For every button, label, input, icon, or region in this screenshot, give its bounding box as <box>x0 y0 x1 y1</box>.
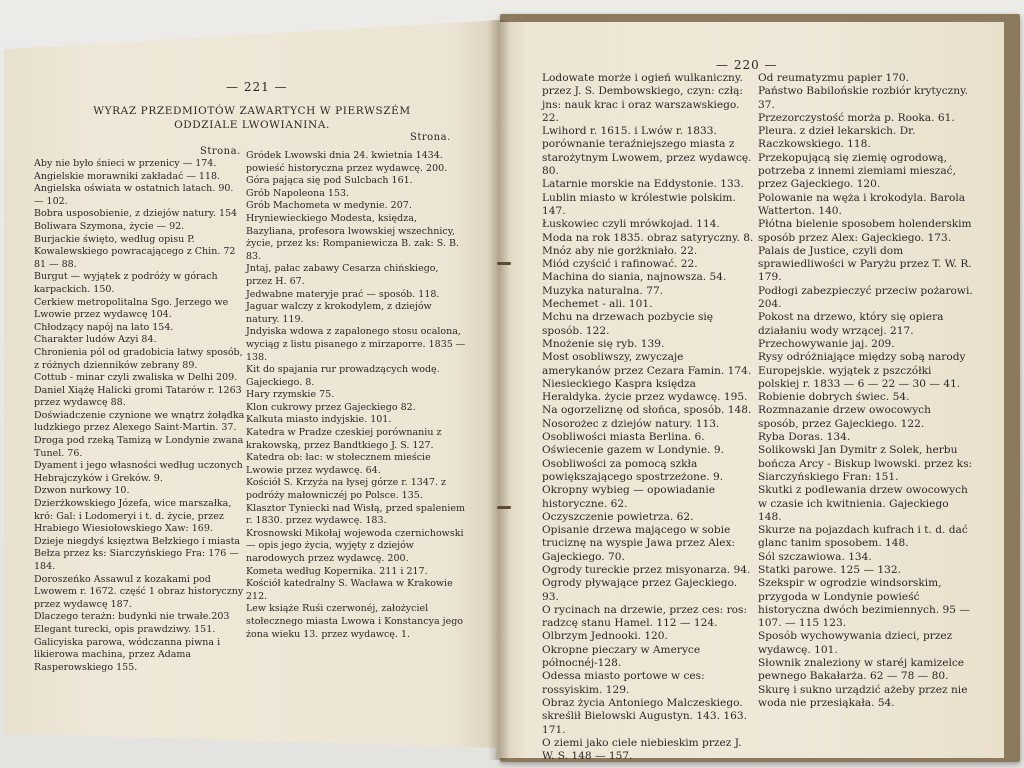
index-entry: Łuskowiec czyli mrówkojad. 114. <box>542 218 720 231</box>
index-entry: Charakter ludów Azyi 84. <box>34 334 157 346</box>
index-entry: Kościół katedralny S. Wacława w Krakowie 212. <box>246 578 453 602</box>
index-entry: Jaguar walczy z krokodylem, z dziejów natury. 119. <box>246 301 432 325</box>
right-index-column-1 <box>542 72 754 763</box>
strona-label-left: Strona. <box>200 146 241 157</box>
index-entry: Mechemet - ali. 101. <box>542 298 653 311</box>
index-entry: Muzyka naturalna. 77. <box>542 284 664 297</box>
index-entry: Jntaj, pałac zabawy Cesarza chińskiego, przez H. 67. <box>246 263 439 287</box>
index-entry: Angielskie morawniki zakładać — 118. <box>34 170 221 182</box>
index-entry: Szekspir w ogrodzie windsorskim, przygoda w Londynie powieść historyczna dwóch bezimiennych. 95 — 107. — 115 123. <box>758 577 970 630</box>
binding-stitch <box>497 506 511 509</box>
index-entry: Mnóz aby nie gorżkniało. 22. <box>542 244 698 257</box>
index-entry: Gródek Lwowski dnia 24. kwietnia 1434. powieść historyczna przez wydawcę. 200. <box>246 150 448 174</box>
index-entry: Skutki z podlewania drzew owocowych w czasie ich kwitnienia. Gajeckiego 148. <box>758 484 968 523</box>
index-entry: Pleura. z dzieł lekarskich. Dr. Raczkowskiego. 118. <box>758 125 916 151</box>
right-index-column-2 <box>758 72 974 710</box>
index-entry: Przezorczystość morża p. Rooka. 61. <box>758 111 955 124</box>
index-entry: Robienie dobrych świec. 54. <box>758 391 910 404</box>
index-entry: Cottub - minar czyli zwaliska w Delhi 209. <box>34 372 238 384</box>
index-entry: Ogrody tureckie przez misyonarza. 94. <box>542 563 751 576</box>
index-entry: Okropny wybieg — opowiadanie historyczne. 62. <box>542 484 715 510</box>
index-entry: Aby nie było śnieci w przenicy — 174. <box>34 158 217 169</box>
index-entry: Galicyiska parowa, wódczanna piwna i likierowa machina, przez Adama Rasperowskiego 155. <box>34 636 221 673</box>
index-entry: Polowanie na węża i krokodyla. Barola Watterton. 140. <box>758 191 966 217</box>
index-entry: Lew książe Ruśi czerwonéj, założyciel stołecznego miasta Lwowa i Konstancya jego żona wieku 13. przez wydawcę. 1. <box>246 603 464 640</box>
index-entry: Most osobliwszy, zwyczaje amerykanów przez Cezara Famin. 174. <box>542 351 752 377</box>
index-entry: Jndyiska wdowa z zapalonego stosu ocalona, wyciąg z listu pisanego z mirzaporre. 1835 — 138. <box>246 326 466 363</box>
index-entry: — 102. <box>34 195 68 207</box>
index-entry: Palais de Justice, czyli dom sprawiedliwości w Paryżu przez T. W. R. 179. <box>758 244 972 284</box>
index-entry: Dlaczego terażn: budynki nie trwałe.203 <box>34 611 230 623</box>
index-entry: Hary rzymskie 75. <box>246 389 335 401</box>
index-entry: Lodowate morże i ogień wulkaniczny. przez J. S. Dembowskiego, czyn: człą: jns: nauk krac i oraz warszawskiego. 22. <box>542 72 743 124</box>
index-entry: Doświadczenie czynione we wnątrz żołądka ludzkiego przez Alexego Saint-Martin. 37. <box>34 409 245 434</box>
index-entry: Machina do siania, najnowsza. 54. <box>542 271 727 284</box>
index-entry: Przechowywanie jaj. 209. <box>758 337 895 350</box>
index-entry: Cerkiew metropolitalna Sgo. Jerzego we Lwowie przez wydawcę 104. <box>34 296 229 321</box>
index-entry: Boliwara Szymona, życie — 92. <box>34 220 185 232</box>
index-entry: Niesieckiego Kaspra księdza Heraldyka. życie przez wydawcę. 195. <box>542 377 748 404</box>
index-entry: Osobliwości za pomocą szkła powiększającego spostrzeżone. 9. <box>542 457 724 483</box>
index-entry: Pokost na drzewo, który się opiera działaniu wody wrzącej. 217. <box>758 311 944 337</box>
index-entry: Mchu na drzewach pozbycie się sposób. 122. <box>542 311 714 337</box>
index-entry: Państwo Babilońskie rozbiór krytyczny. 37. <box>758 85 969 111</box>
index-entry: Dyament i jego własności według uczonych Hebrajczyków i Greków. 9. <box>34 460 243 484</box>
index-entry: Burgut — wyjątek z podróży w górach karpackich. 150. <box>34 271 218 295</box>
index-entry: Angielska oświata w ostatnich latach. 90. <box>34 183 234 195</box>
index-entry: Latarnie morskie na Eddystonie. 133. <box>542 178 744 191</box>
index-entry: Daniel Xiążę Halicki gromi Tatarów r. 1263 przez wydawcę 88. <box>34 384 242 409</box>
index-entry: Klon cukrowy przez Gajeckiego 82. <box>246 401 416 413</box>
index-entry: Płótna bielenie sposobem holenderskim sposób przez Alex: Gajeckiego. 173. <box>758 218 972 244</box>
index-entry: Kometa według Kopernika. 211 i 217. <box>246 565 428 577</box>
index-entry: Elegant turecki, opis prawdziwy. 151. <box>34 623 216 635</box>
index-entry: Góra pająca się pod Sulcbach 161. <box>246 175 413 187</box>
index-entry: Dzierżkowskiego Józefa, wice marszałka, kró: Gal: i Lodomeryi i t. d. życie, przez Hrabiego Wiesiołowskiego Xaw: 169. <box>34 498 232 535</box>
left-index-column-1 <box>34 158 248 674</box>
binding-stitch <box>497 262 511 265</box>
index-entry: Ogrody pływające przez Gajeckiego. 93. <box>542 577 738 603</box>
index-entry: O ziemi jako ciele niebieskim przez J. W. S. 148 — 157. <box>542 736 742 763</box>
index-entry: Statki parowe. 125 — 132. <box>758 563 902 576</box>
left-index-column-2 <box>246 150 466 641</box>
index-entry: Miód czyścić i rafinować. 22. <box>542 258 698 271</box>
index-entry: Lwihord r. 1615. i Lwów r. 1833. porównanie teraźniejszego miasta z starożytnym Lwowem, przez wydawcę. 80. <box>542 125 752 178</box>
index-entry: Skurze na pojazdach kufrach i t. d. dać glanc tanim sposobem. 148. <box>758 524 968 550</box>
index-entry: Oświecenie gazem w Londynie. 9. <box>542 444 725 457</box>
index-entry: Obraz życia Antoniego Malczeskiego. skreślił Bielowski Augustyn. 143. 163. 171. <box>542 696 747 736</box>
index-entry: Kit do spajania rur prowadzących wodę. Gajeckiego. 8. <box>246 364 440 388</box>
index-entry: Podłogi zabezpieczyć przeciw pożarowi. 204. <box>758 284 973 311</box>
index-entry: Kościół S. Krzyża na łysej górze r. 1347. z podróży małowniczéj po Polsce. 135. <box>246 477 446 502</box>
index-entry: Opisanie drzewa mającego w sobie truciznę na wyspie Jawa przez Alex: Gajeckiego. 70. <box>542 524 736 563</box>
index-entry: Mnożenie się ryb. 139. <box>542 337 665 350</box>
index-entry: Klasztor Tyniecki nad Wisłą, przed spaleniem r. 1830. przez wydawcę. 183. <box>246 502 465 527</box>
index-entry: Grób Napoleona 153. <box>246 187 350 199</box>
index-entry: Chronienia pól od gradobicia łatwy sposób, z różnych dzienników zebrany 89. <box>34 346 243 371</box>
index-entry: Olbrzym Jednooki. 120. <box>542 630 668 643</box>
index-entry: Dzwon nurkowy 10. <box>34 485 130 497</box>
index-entry: Grób Machometa w medynie. 207. <box>246 200 412 212</box>
index-entry: Dzieje niegdyś księztwa Bełzkiego i miasta Bełza przez ks: Siarczyńskiego Fra: 176 — 184. <box>34 535 241 572</box>
index-entry: Rozmnazanie drzew owocowych sposób, przez Gajeckiego. 122. <box>758 404 931 430</box>
index-entry: Hryniewieckiego Modesta, księdza, Bazyliana, profesora lwowskiej wszechnicy, życie, przez ks: Rompaniewicza B. zak: S. B. 83. <box>246 212 459 262</box>
index-entry: Ryba Doras. 134. <box>758 431 851 444</box>
index-entry: Sól szczawiowa. 134. <box>758 550 872 563</box>
index-entry: Od reumatyzmu papier 170. <box>758 72 909 84</box>
left-page-number: — 221 — <box>226 80 288 94</box>
index-entry: 81 — 88. <box>34 258 77 270</box>
index-entry: Katedra w Pradze czeskiej porównaniu z krakowską, przez Bandtkiego J. S. 127. <box>246 427 442 451</box>
index-entry: Osobliwości miasta Berlina. 6. <box>542 431 705 444</box>
index-entry: Sposób wychowywania dzieci, przez wydawcę. 101. <box>758 630 953 656</box>
index-entry: Droga pod rzeką Tamizą w Londynie zwana Tunel. 76. <box>34 435 244 459</box>
index-entry: Kalkuta miasto indyjskie. 101. <box>246 414 392 426</box>
book-gutter <box>488 20 510 760</box>
index-entry: Bobra usposobienie, z dziejów natury. 154 <box>34 208 238 220</box>
index-entry: Odessa miasto portowe w ces: rossyiskim. 129. <box>542 670 705 696</box>
index-entry: Moda na rok 1835. obraz satyryczny. 8. <box>542 231 754 244</box>
index-entry: Lublin miasto w królestwie polskim. 147. <box>542 191 736 217</box>
strona-label-right: Strona. <box>410 132 451 143</box>
index-entry: Doroszeńko Assawul z kozakami pod Lwowem r. 1672. część 1 obraz historyczny przez wydawcę 187. <box>34 573 244 610</box>
index-entry: Chłodzący napój na lato 154. <box>34 321 174 333</box>
index-entry: Solikowski Jan Dymitr z Solek, herbu bończa Arcy - Biskup lwowski. przez ks: Siarczyńskiego Fran: 151. <box>758 444 973 483</box>
index-entry: Rysy odróżniające między sobą narody Europejskie. wyjątek z pszczółki polskiej r. 1833 — 6 — 22 — 30 — 41. <box>758 351 966 390</box>
index-heading: WYRAZ PRZEDMIOTÓW ZAWARTYCH W PIERWSZÉM ODDZIALE LWOWIANINA. <box>93 105 411 131</box>
index-entry: Katedra ob: łac: w stołecznem mieście Lwowie przez wydawcę. 64. <box>246 452 431 476</box>
index-entry: O rycinach na drzewie, przez ces: ros: radzcę stanu Hamel. 112 — 124. <box>542 603 748 630</box>
index-entry: Skurę i sukno urządzić ażeby przez nie woda nie przesiąkała. 54. <box>758 683 968 709</box>
index-entry: Oczyszczenie powietrza. 62. <box>542 510 694 523</box>
index-entry: Okropne pieczary w Ameryce północnéj-128. <box>542 643 701 670</box>
right-page-number: — 220 — <box>716 58 778 72</box>
index-entry: Słownik znaleziony w staréj kamizelce pewnego Bakałarża. 62 — 78 — 80. <box>758 657 965 683</box>
index-entry: Na ogorzeliznę od słońca, sposób. 148. <box>542 404 752 417</box>
index-entry: Burjackie święto, według opisu P. Kowalewskiego powracającego z Chin. 72 <box>34 233 236 258</box>
index-entry: Nosorożec z dziejów natury. 113. <box>542 417 720 430</box>
index-entry: Przekopującą się ziemię ogrodową, potrzeba z innemi ziemiami mieszać, przez Gajeckiego. 120. <box>758 151 956 191</box>
index-entry: Jedwabne materyje prać — sposób. 118. <box>246 288 440 300</box>
index-entry: Krosnowski Mikołaj wojewoda czernichowski — opis jego życia, wyjęty z dziejów narodowych przez wydawcę. 200. <box>246 527 464 564</box>
